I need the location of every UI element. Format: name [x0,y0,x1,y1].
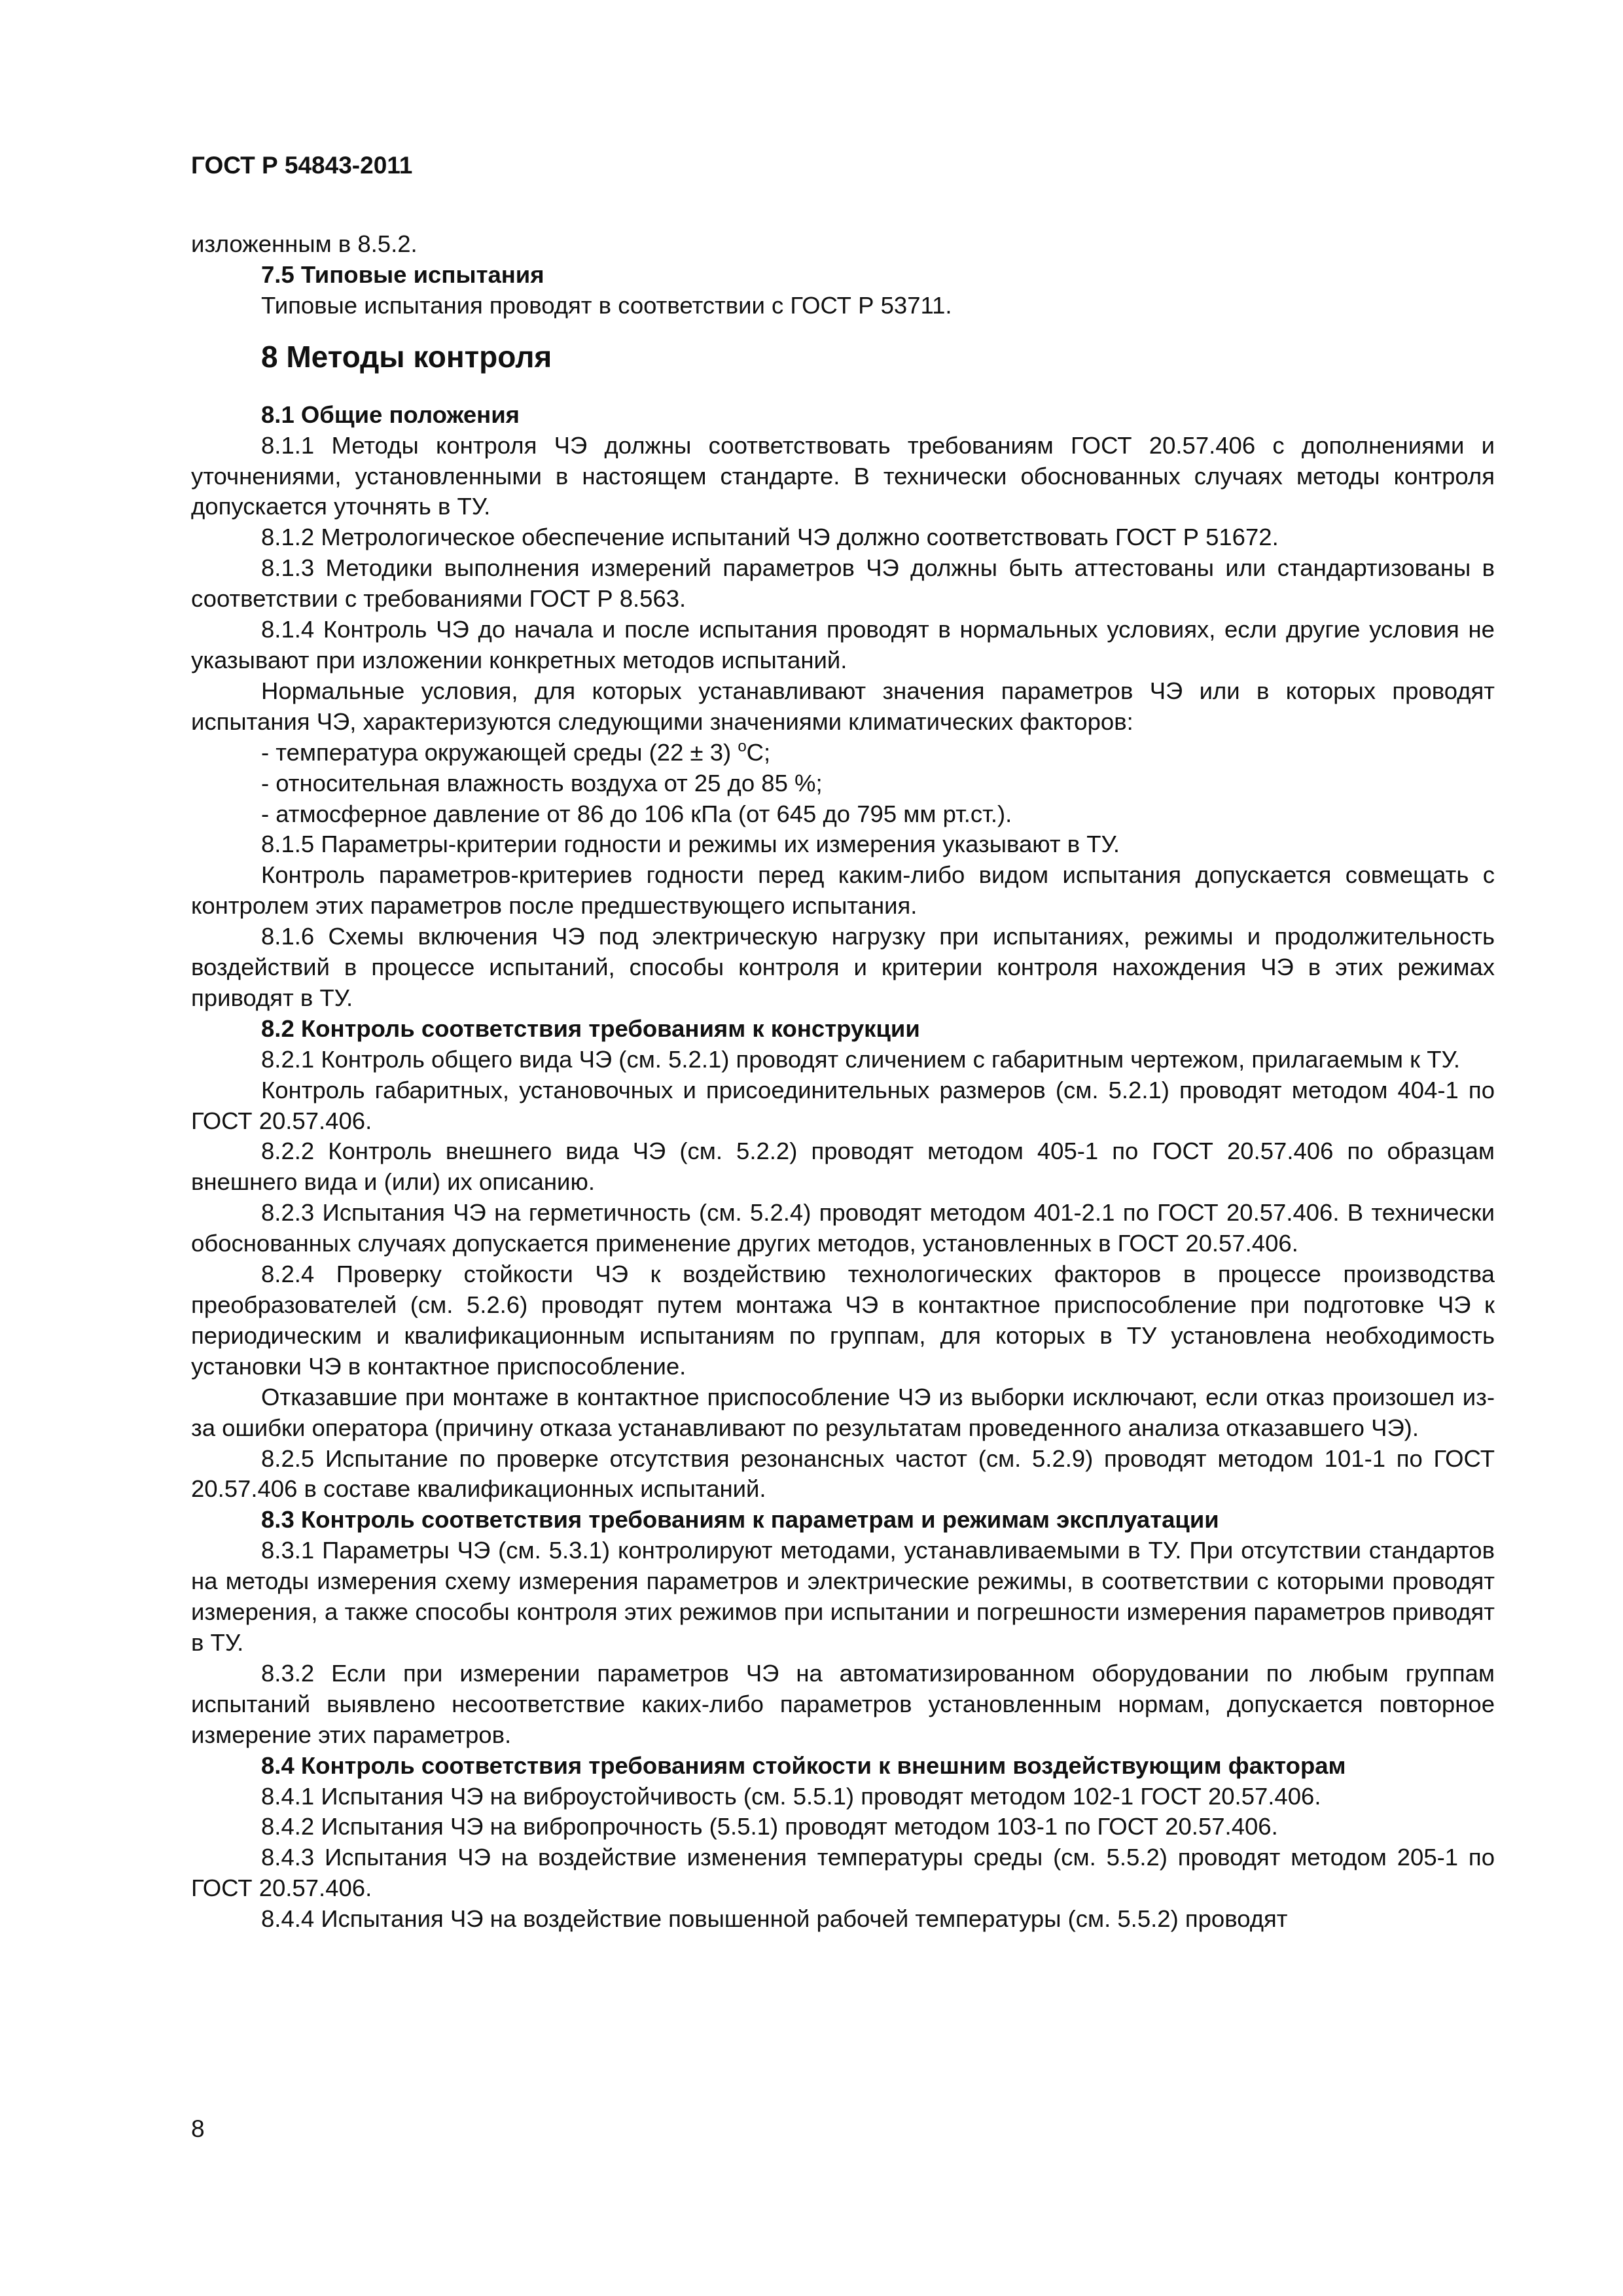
list-item: - атмосферное давление от 86 до 106 кПа (от 645 до 795 мм рт.ст.). [261,800,1012,827]
paragraph-8-2-1: 8.2.1 Контроль общего вида ЧЭ (см. 5.2.1) проводят сличением с габаритным чертежом, прилагаемым к ТУ. [261,1045,1460,1073]
section-8-4-title: 8.4 Контроль соответствия требованиям стойкости к внешним воздействующим факторам [261,1751,1346,1779]
paragraph-8-2-3: 8.2.3 Испытания ЧЭ на герметичность (см. 5.2.4) проводят методом 401-2.1 по ГОСТ 20.57.406. В технически обоснованных случаях допускается применение других методов, установленных в ГОСТ 20.57.406. [191,1199,1495,1257]
paragraph: Контроль параметров-критериев годности перед каким-либо видом испытания допускается совмещать с контролем этих параметров после предшествующего испытания. [191,861,1495,920]
paragraph-8-3-2: 8.3.2 Если при измерении параметров ЧЭ на автоматизированном оборудовании по любым группам испытаний выявлено несоответствие каких-либо параметров установленным нормам, допускается повторное измерение этих параметров. [191,1659,1495,1748]
paragraph-8-1-2: 8.1.2 Метрологическое обеспечение испытаний ЧЭ должно соответствовать ГОСТ Р 51672. [261,524,1279,551]
section-8-2-title: 8.2 Контроль соответствия требованиям к конструкции [261,1014,920,1042]
paragraph: Типовые испытания проводят в соответствии с ГОСТ Р 53711. [261,291,952,319]
paragraph-8-3-1: 8.3.1 Параметры ЧЭ (см. 5.3.1) контролируют методами, устанавливаемыми в ТУ. При отсутствии стандартов на методы измерения схему измерения параметров и электрические режимы, в соответствии с которыми проводят измерения, а также способы контроля этих режимов при испытании и погрешности измерения параметров приводят в ТУ. [191,1537,1495,1656]
paragraph-8-1-4: 8.1.4 Контроль ЧЭ до начала и после испытания проводят в нормальных условиях, если другие условия не указывают при изложении конкретных методов испытаний. [191,616,1495,673]
paragraph-8-2-4: 8.2.4 Проверку стойкости ЧЭ к воздействию технологических факторов в процессе производства преобразователей (см. 5.2.6) проводят путем монтажа ЧЭ в контактное приспособление при подготовке ЧЭ к периодическим и квалификационным испытаниям по группам, для которых в ТУ установлена необходимость установки ЧЭ в контактное приспособление. [191,1261,1495,1380]
paragraph-8-4-3: 8.4.3 Испытания ЧЭ на воздействие изменения температуры среды (см. 5.5.2) проводят методом 205-1 по ГОСТ 20.57.406. [191,1844,1495,1902]
section-8-3-title: 8.3 Контроль соответствия требованиям к параметрам и режимам эксплуатации [261,1506,1219,1534]
degree-superscript: о [738,737,747,755]
page-number: 8 [191,2115,205,2142]
paragraph-8-1-6: 8.1.6 Схемы включения ЧЭ под электрическую нагрузку при испытаниях, режимы и продолжительность воздействий в процессе испытаний, способы контроля и критерии контроля нахождения ЧЭ в этих режимах приводят в ТУ. [191,923,1495,1011]
paragraph-8-4-4: 8.4.4 Испытания ЧЭ на воздействие повышенной рабочей температуры (см. 5.5.2) проводят [261,1905,1288,1933]
paragraph-8-2-5: 8.2.5 Испытание по проверке отсутствия резонансных частот (см. 5.2.9) проводят методом 101-1 по ГОСТ 20.57.406 в составе квалификационных испытаний. [191,1444,1495,1503]
paragraph-8-1-1: 8.1.1 Методы контроля ЧЭ должны соответствовать требованиям ГОСТ 20.57.406 с дополнениями и уточнениями, установленными в настоящем стандарте. В технически обоснованных случаях методы контроля допускается уточнять в ТУ. [191,431,1495,520]
paragraph-8-2-2: 8.2.2 Контроль внешнего вида ЧЭ (см. 5.2.2) проводят методом 405-1 по ГОСТ 20.57.406 по образцам внешнего вида и (или) их описанию. [191,1138,1495,1196]
paragraph-8-1-5: 8.1.5 Параметры-критерии годности и режимы их измерения указывают в ТУ. [261,831,1120,858]
paragraph: Нормальные условия, для которых устанавливают значения параметров ЧЭ или в которых проводят испытания ЧЭ, характеризуются следующими значениями климатических факторов: [191,677,1495,735]
paragraph-8-4-2: 8.4.2 Испытания ЧЭ на вибропрочность (5.5.1) проводят методом 103-1 по ГОСТ 20.57.406. [261,1813,1278,1840]
list-item: - относительная влажность воздуха от 25 до 85 %; [261,769,823,797]
list-item-text: - температура окружающей среды (22 ± 3) [261,738,738,766]
document-header: ГОСТ Р 54843-2011 [191,152,413,179]
section-8-title: 8 Методы контроля [261,339,552,374]
paragraph-8-4-1: 8.4.1 Испытания ЧЭ на виброустойчивость (см. 5.5.1) проводят методом 102-1 ГОСТ 20.57.406. [261,1782,1321,1810]
list-item [191,738,1495,768]
paragraph: Отказавшие при монтаже в контактное приспособление ЧЭ из выборки исключают, если отказ произошел из-за ошибки оператора (причину отказа устанавливают по результатам проведенного анализа отказавшего ЧЭ). [191,1383,1495,1441]
section-8-1-title: 8.1 Общие положения [261,401,520,428]
paragraph-8-1-3: 8.1.3 Методики выполнения измерений параметров ЧЭ должны быть аттестованы или стандартизованы в соответствии с требованиями ГОСТ Р 8.563. [191,554,1495,613]
section-7-5-title: 7.5 Типовые испытания [261,260,544,288]
paragraph: Контроль габаритных, установочных и присоединительных размеров (см. 5.2.1) проводят методом 404-1 по ГОСТ 20.57.406. [191,1076,1495,1134]
continuation-text: изложенным в 8.5.2. [191,230,418,257]
page-body [191,151,1495,1935]
list-item-text: С; [746,738,771,766]
